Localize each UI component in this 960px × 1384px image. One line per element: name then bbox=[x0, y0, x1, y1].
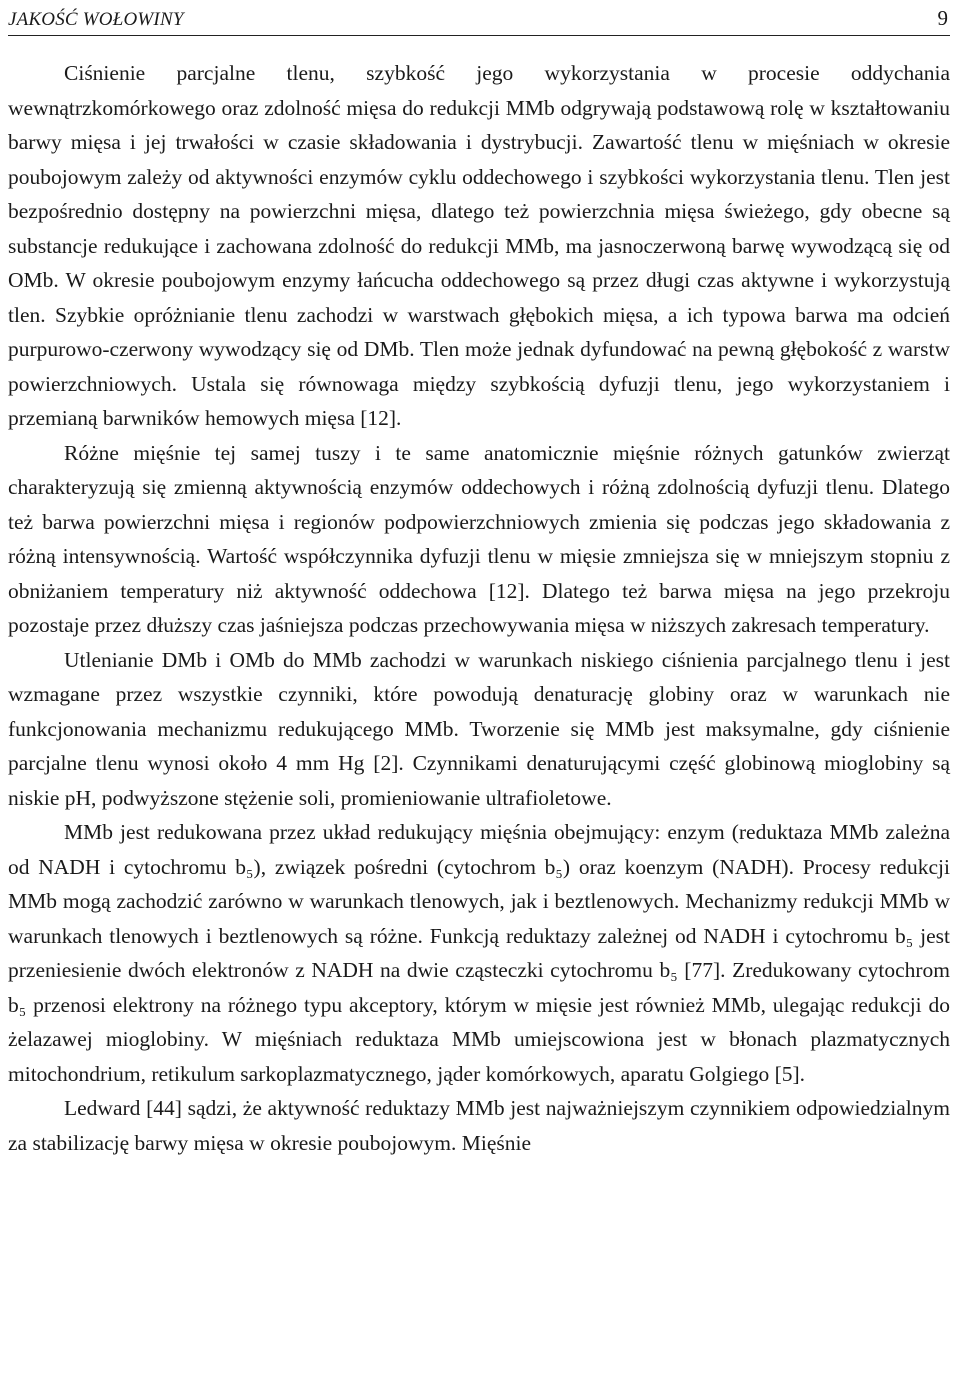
body-text bbox=[8, 56, 950, 1160]
running-title: JAKOŚĆ WOŁOWINY bbox=[8, 9, 184, 30]
paragraph: MMb jest redukowana przez układ redukujący mięśnia obejmujący: enzym (reduktaza MMb zależna od NADH i cytochromu b₅), związek pośredni (cytochrom b₅) oraz koenzym (NADH). Procesy redukcji MMb mogą zachodzić zarówno w warunkach tlenowych, jak i beztlenowych. Mechanizmy redukcji MMb w warunkach tlenowych i beztlenowych są różne. Funkcją reduktazy zależnej od NADH i cytochromu b₅ jest przeniesienie dwóch elektronów z NADH na dwie cząsteczki cytochromu b₅ [77]. Zredukowany cytochrom b₅ przenosi elektrony na różnego typu akceptory, którym w mięsie jest również MMb, ulegając redukcji do żelazawej mioglobiny. W mięśniach reduktaza MMb umiejscowiona jest w błonach plazmatycznych mitochondrium, retikulum sarkoplazmatycznego, jąder komórkowych, aparatu Golgiego [5]. bbox=[8, 820, 950, 1086]
paragraph: Różne mięśnie tej samej tuszy i te same anatomicznie mięśnie różnych gatunków zwierząt charakteryzują się zmienną aktywnością enzymów oddechowych i różną zdolnością dyfuzji tlenu. Dlatego też barwa powierzchni mięsa i regionów podpowierzchniowych zmienia się podczas jego składowania z różną intensywnością. Wartość współczynnika dyfuzji tlenu w mięsie zmniejsza się w mniejszym stopniu z obniżaniem temperatury niż aktywność oddechowa [12]. Dlatego też barwa mięsa na jego przekroju pozostaje przez dłuższy czas jaśniejsza podczas przechowywania mięsa w niższych zakresach temperatury. bbox=[8, 440, 950, 637]
paragraph: Utlenianie DMb i OMb do MMb zachodzi w warunkach niskiego ciśnienia parcjalnego tlenu i jest wzmagane przez wszystkie czynniki, które powodują denaturację globiny oraz w warunkach nie funkcjonowania mechanizmu redukującego MMb. Tworzenie się MMb jest maksymalne, gdy ciśnienie parcjalne tlenu wynosi około 4 mm Hg [2]. Czynnikami denaturującymi część globinową mioglobiny są niskie pH, podwyższone stężenie soli, promieniowanie ultrafioletowe. bbox=[8, 647, 950, 810]
page-number: 9 bbox=[937, 6, 948, 30]
paragraph: Ciśnienie parcjalne tlenu, szybkość jego wykorzystania w procesie oddychania wewnątrzkomórkowego oraz zdolność mięsa do redukcji MMb odgrywają podstawową rolę w kształtowaniu barwy mięsa i jej trwałości w czasie składowania i dystrybucji. Zawartość tlenu w mięśniach w okresie poubojowym zależy od aktywności enzymów cyklu oddechowego i szybkości wykorzystania tlenu. Tlen jest bezpośrednio dostępny na powierzchni mięsa, dlatego też powierzchnia mięsa świeżego, gdy obecne są substancje redukujące i zachowana zdolność do redukcji MMb, ma jasnoczerwoną barwę wywodzącą się od OMb. W okresie poubojowym enzymy łańcucha oddechowego są przez długi czas aktywne i wykorzystują tlen. Szybkie opróżnianie tlenu zachodzi w warstwach głębokich mięsa, a ich typowa barwa ma odcień purpurowo-czerwony wywodzący się od DMb. Tlen może jednak dyfundować na pewną głębokość z warstw powierzchniowych. Ustala się równowaga między szybkością dyfuzji tlenu, jego wykorzystaniem i przemianą barwników hemowych mięsa [12]. bbox=[8, 61, 950, 430]
page-header bbox=[8, 0, 950, 36]
paragraph: Ledward [44] sądzi, że aktywność reduktazy MMb jest najważniejszym czynnikiem odpowiedzialnym za stabilizację barwy mięsa w okresie poubojowym. Mięśnie bbox=[8, 1096, 950, 1155]
